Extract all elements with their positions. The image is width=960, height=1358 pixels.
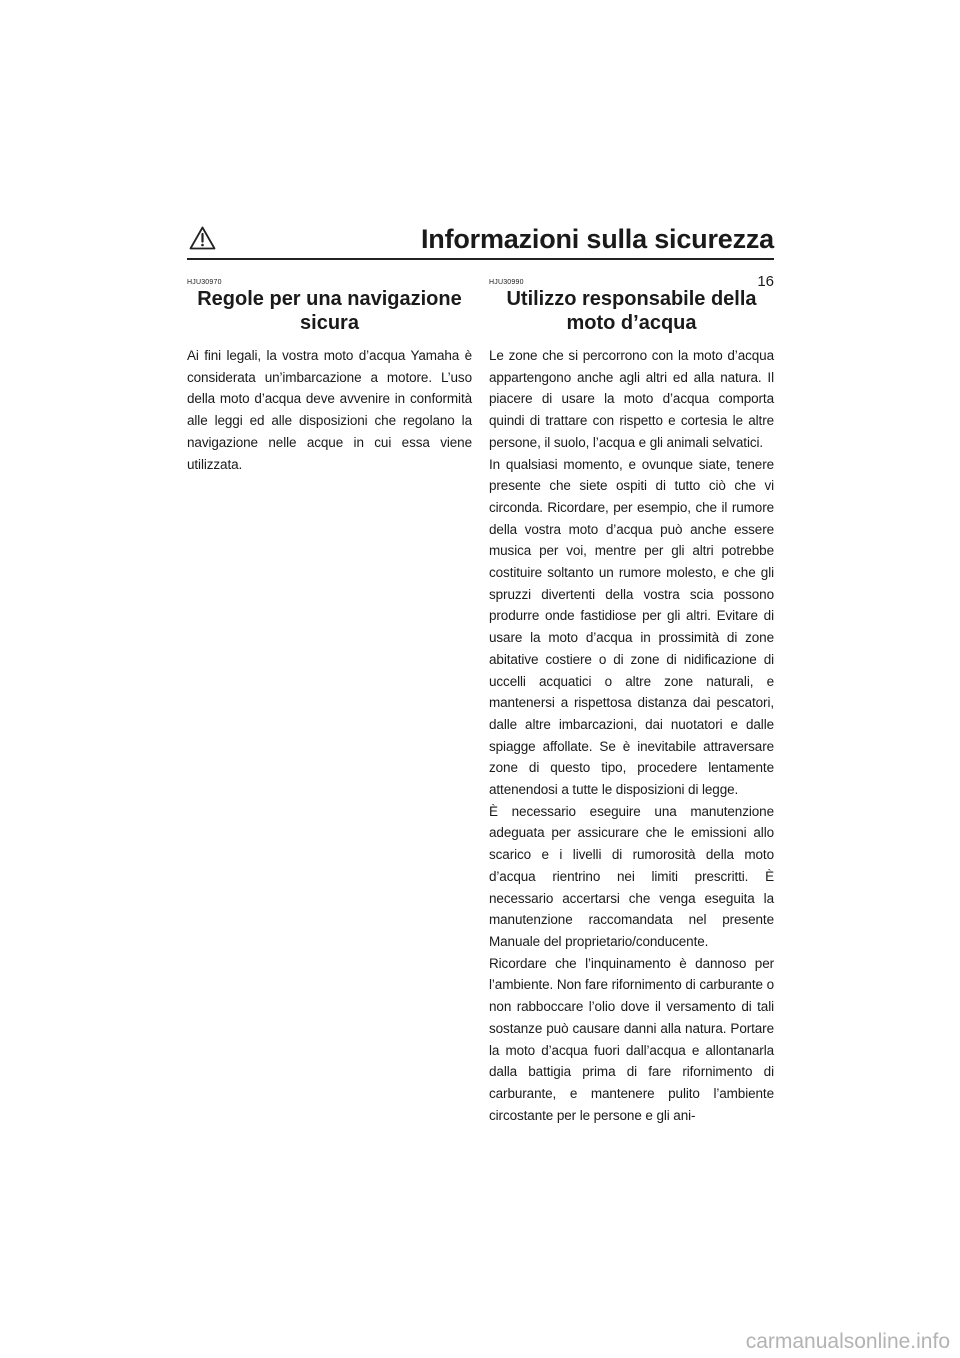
right-column <box>489 278 774 1126</box>
paragraph: In qualsiasi momento, e ovunque siate, tenere presente che siete ospiti di tutto ciò che vi circonda. Ricordare, per esempio, che il rumore della vostra moto d’acqua può anche essere musica per voi, mentre per gli altri potrebbe costituire soltanto un rumore molesto, e che gli spruzzi divertenti della vostra scia possono produrre onde fastidiose per gli altri. Evitare di usare la moto d’acqua in prossimità di zone abitative costiere o di zone di nidificazione di uccelli acquatici o altre zone naturali, e mantenersi a rispettosa distanza dai pescatori, dalle altre imbarcazioni, dai nuotatori e dalle spiagge affollate. Se è inevitabile attraversare zone di questo tipo, procedere lentamente attenendosi a tutte le disposizioni di legge. <box>489 456 774 798</box>
paragraph: Ricordare che l’inquinamento è dannoso per l’ambiente. Non fare rifornimento di carburante o non rabboccare l’olio dove il versamento di tali sostanze può causare danni alla natura. Portare la moto d’acqua fuori dall’acqua e allontanarla dalla battigia prima di fare rifornimento di carburante, e mantenere pulito l’ambiente circostante per le persone e gli ani- <box>489 955 774 1123</box>
section-title-line: Regole per una navigazione <box>197 288 462 310</box>
section-title <box>489 287 774 335</box>
page-header-title: Informazioni sulla sicurezza <box>421 224 774 254</box>
left-column <box>187 278 472 475</box>
page-header <box>187 222 774 260</box>
section-code: HJU30990 <box>489 279 524 286</box>
paragraph: Ai fini legali, la vostra moto d’acqua Yamaha è considerata un’imbarcazione a motore. L’uso della moto d’acqua deve avvenire in conformità alle leggi ed alle disposizioni che regolano la navigazione nelle acque in cui essa viene utilizzata. <box>187 348 472 472</box>
warning-triangle-icon <box>189 226 216 250</box>
page-number: 16 <box>757 273 774 290</box>
watermark-text: carmanualsonline.info <box>745 1330 950 1353</box>
section-body <box>187 345 472 475</box>
section-body <box>489 345 774 1126</box>
paragraph: Le zone che si percorrono con la moto d’acqua appartengono anche agli altri ed alla natura. Il piacere di usare la moto d’acqua comporta quindi di trattare con rispetto e cortesia le altre persone, il suolo, l’acqua e gli animali selvatici. <box>489 348 774 450</box>
section-title-line: sicura <box>300 312 359 334</box>
section-code: HJU30970 <box>187 279 222 286</box>
section-title <box>187 287 472 335</box>
paragraph: È necessario eseguire una manutenzione adeguata per assicurare che le emissioni allo scarico e i livelli di rumorosità della moto d’acqua rientrino nei limiti prescritti. È necessario accertarsi che venga eseguita la manutenzione raccomandata nel presente Manuale del proprietario/conducente. <box>489 803 774 949</box>
section-title-line: Utilizzo responsabile della <box>506 288 757 310</box>
section-title-line: moto d’acqua <box>566 312 697 334</box>
